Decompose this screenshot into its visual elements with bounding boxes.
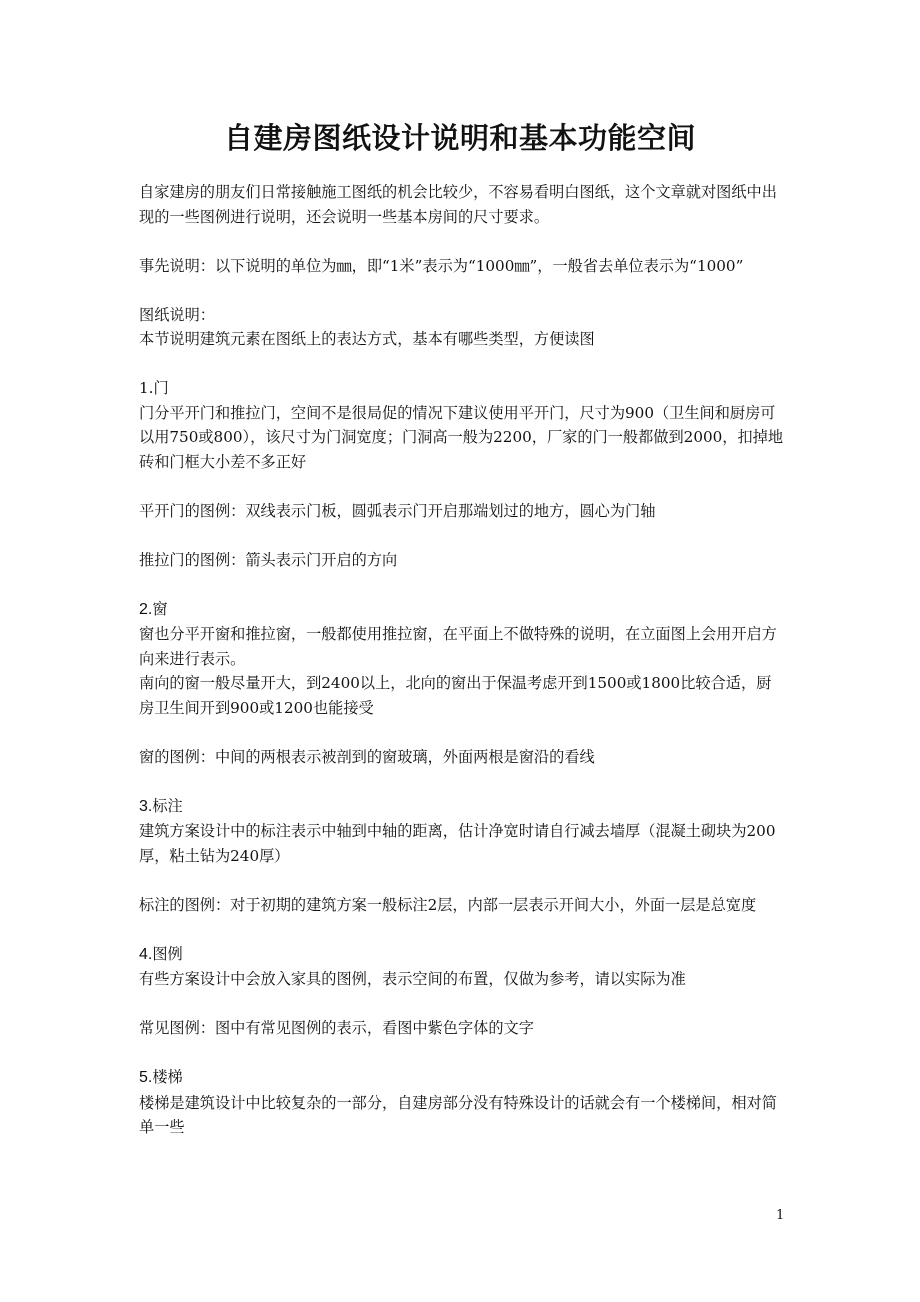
paragraph-gap bbox=[139, 229, 784, 254]
paragraph-gap bbox=[139, 474, 784, 499]
window-heading bbox=[139, 597, 784, 623]
document-body bbox=[139, 180, 784, 1140]
window-heading-number: 2. bbox=[139, 600, 153, 618]
dimension-heading-number: 3. bbox=[139, 797, 153, 815]
legend-description: 有些方案设计中会放入家具的图例，表示空间的布置，仅做为参考，请以实际为准 bbox=[139, 970, 686, 988]
common-legend: 常见图例：图中有常见图例的表示，看图中紫色字体的文字 bbox=[139, 1019, 534, 1037]
stairs-heading bbox=[139, 1065, 784, 1091]
intro-paragraph: 自家建房的朋友们日常接触施工图纸的机会比较少，不容易看明白图纸，这个文章就对图纸中出现的一些图例进行说明，还会说明一些基本房间的尺寸要求。 bbox=[139, 183, 777, 226]
paragraph-gap bbox=[139, 868, 784, 893]
dimension-legend: 标注的图例：对于初期的建筑方案一般标注2层，内部一层表示开间大小，外面一层是总宽度 bbox=[139, 895, 757, 914]
dimension-heading-text: 标注 bbox=[152, 796, 183, 815]
door-heading: 1.门 bbox=[139, 379, 169, 397]
paragraph-gap bbox=[139, 523, 784, 548]
paragraph-gap bbox=[139, 352, 784, 377]
paragraph-gap bbox=[139, 769, 784, 794]
page-number: 1 bbox=[776, 1208, 785, 1223]
drawing-section-description: 本节说明建筑元素在图纸上的表达方式，基本有哪些类型，方便读图 bbox=[139, 330, 595, 348]
window-description-1: 窗也分平开窗和推拉窗，一般都使用推拉窗，在平面上不做特殊的说明，在立面图上会用开启方向来进行表示。 bbox=[139, 625, 777, 668]
paragraph-gap bbox=[139, 1041, 784, 1066]
stairs-heading-number: 5. bbox=[139, 1069, 153, 1086]
document-title: 自建房图纸设计说明和基本功能空间 bbox=[223, 121, 696, 155]
paragraph-gap bbox=[139, 278, 784, 303]
legend-heading-number: 4. bbox=[139, 945, 153, 963]
dimension-description: 建筑方案设计中的标注表示中轴到中轴的距离，估计净宽时请自行减去墙厚（混凝土砌块为200厚，粘土钻为240厚） bbox=[139, 822, 776, 865]
dimension-heading bbox=[139, 794, 784, 820]
paragraph-gap bbox=[139, 572, 784, 597]
window-heading-text: 窗 bbox=[152, 599, 168, 618]
legend-heading-text: 图例 bbox=[152, 944, 183, 963]
stairs-heading-text: 楼梯 bbox=[152, 1068, 183, 1086]
sliding-door-legend: 推拉门的图例：箭头表示门开启的方向 bbox=[139, 550, 398, 569]
stairs-description: 楼梯是建筑设计中比较复杂的一部分，自建房部分没有特殊设计的话就会有一个楼梯间，相对简单一些 bbox=[139, 1093, 777, 1136]
door-description: 门分平开门和推拉门，空间不是很局促的情况下建议使用平开门，尺寸为900（卫生间和厨房可以用750或800），该尺寸为门洞宽度；门洞高一般为2200，厂家的门一般都做到2000，扣掉地砖和门框大小差不多正好 bbox=[139, 403, 784, 471]
paragraph-gap bbox=[139, 992, 784, 1017]
units-note-paragraph: 事先说明：以下说明的单位为㎜，即“1米”表示为“1000㎜”，一般省去单位表示为“1000” bbox=[139, 256, 744, 275]
paragraph-gap bbox=[139, 720, 784, 745]
drawing-section-heading: 图纸说明： bbox=[139, 305, 215, 324]
window-legend: 窗的图例：中间的两根表示被剖到的窗玻璃，外面两根是窗沿的看线 bbox=[139, 747, 595, 766]
window-description-2: 南向的窗一般尽量开大，到2400以上，北向的窗出于保温考虑开到1500或1800比较合适，厨房卫生间开到900或1200也能接受 bbox=[139, 674, 772, 717]
swing-door-legend: 平开门的图例：双线表示门板，圆弧表示门开启那端划过的地方，圆心为门轴 bbox=[139, 501, 656, 520]
paragraph-gap bbox=[139, 917, 784, 942]
legend-heading bbox=[139, 942, 784, 968]
